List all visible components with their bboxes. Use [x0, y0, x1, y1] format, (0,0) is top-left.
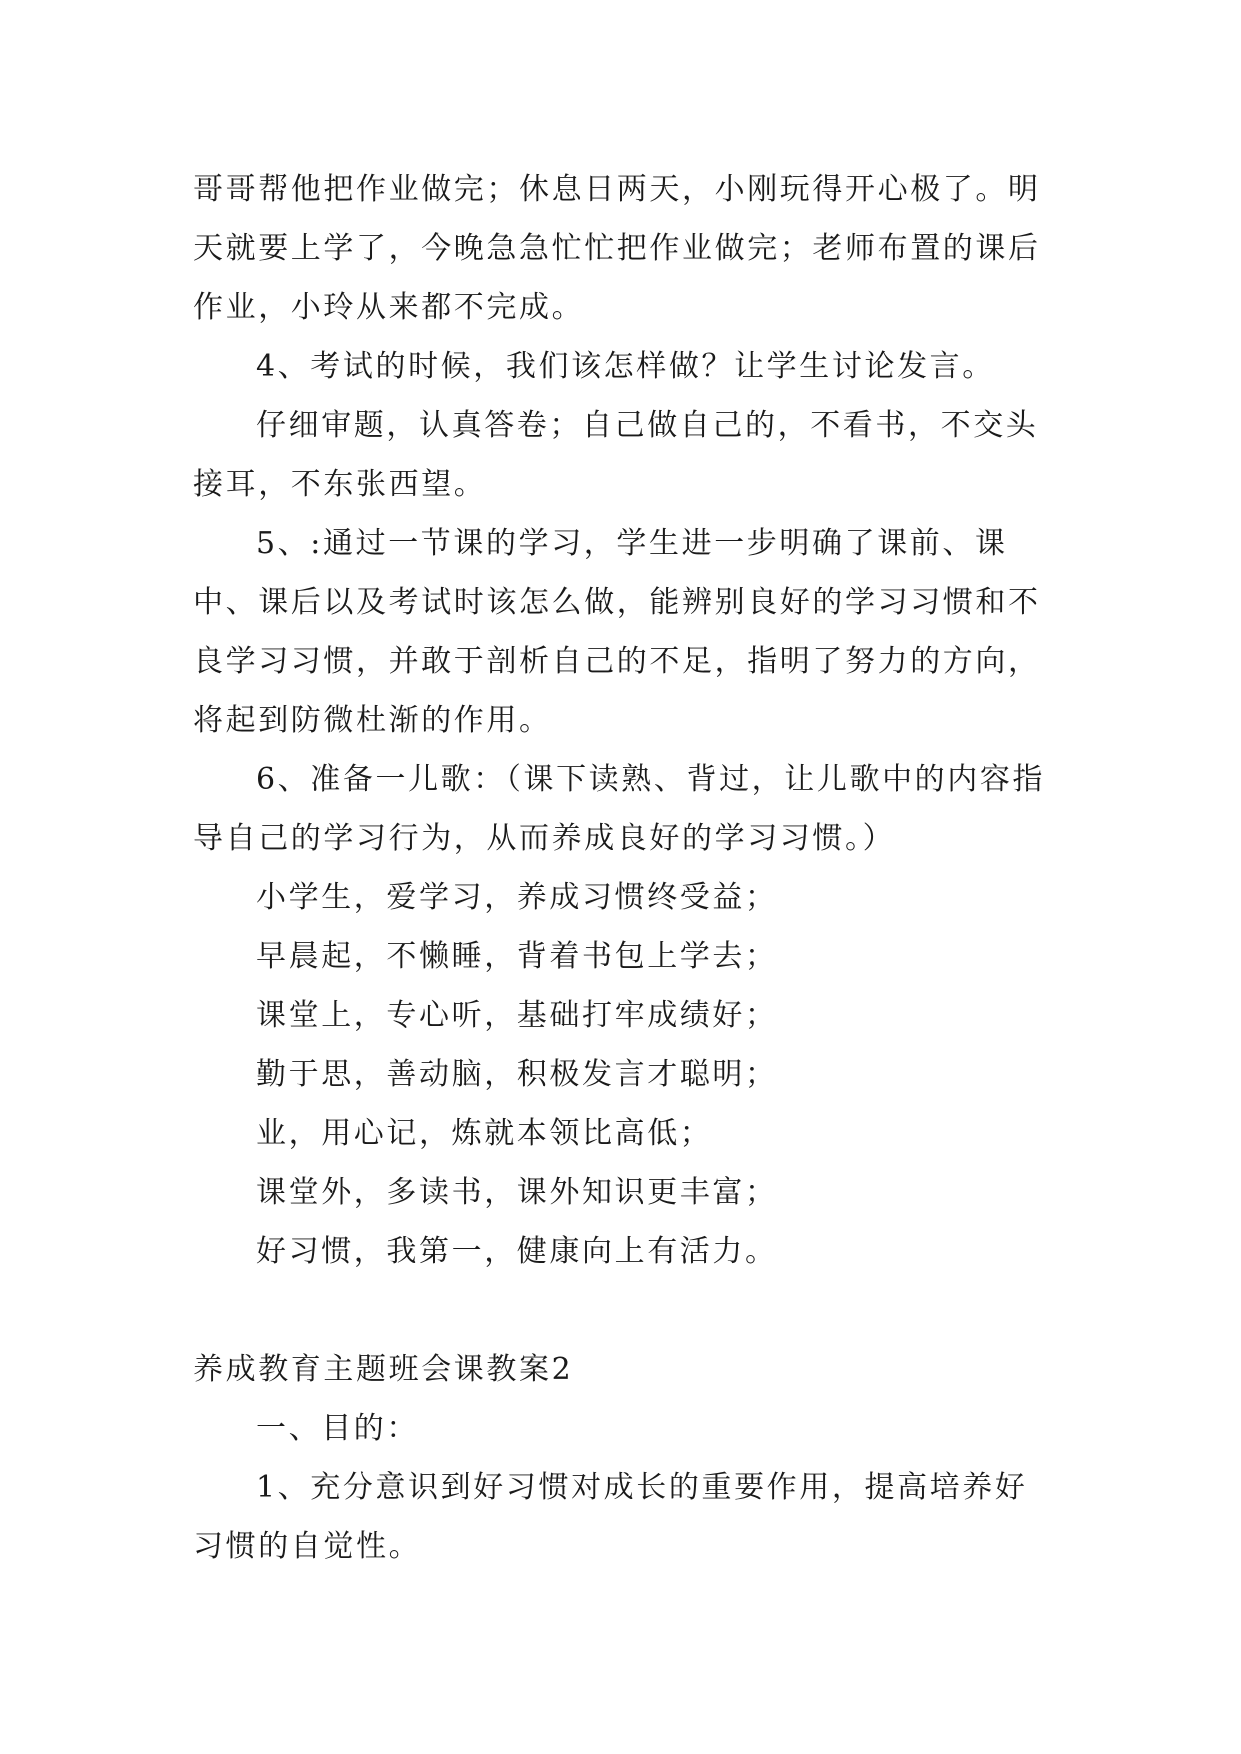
- section-title: 养成教育主题班会课教案2: [193, 1352, 574, 1387]
- paragraph-item-4-answer: 仔细审题，认真答卷；自己做自己的，不看书，不交头接耳，不东张西望。: [193, 408, 1039, 502]
- song-line: 业，用心记，炼就本领比高低；: [256, 1116, 713, 1151]
- paragraph-item-4: 4、考试的时候，我们该怎样做？让学生讨论发言。: [256, 349, 995, 384]
- song-line: 好习惯，我第一，健康向上有活力。: [256, 1234, 778, 1269]
- section-spacer: [193, 1281, 1055, 1340]
- paragraph-goal-1: 1、充分意识到好习惯对成长的重要作用，提高培养好习惯的自觉性。: [193, 1470, 1028, 1564]
- song-line: 早晨起，不懒睡，背着书包上学去；: [256, 939, 778, 974]
- song-line: 课堂外，多读书，课外知识更丰富；: [256, 1175, 778, 1210]
- song-line: 课堂上，专心听，基础打牢成绩好；: [256, 998, 778, 1033]
- paragraph-item-6: 6、准备一儿歌：（课下读熟、背过，让儿歌中的内容指导自己的学习行为，从而养成良好的学习习惯。）: [193, 762, 1046, 856]
- paragraph-item-5: 5、:通过一节课的学习，学生进一步明确了课前、课中、课后以及考试时该怎么做，能辨别良好的学习习惯和不良学习习惯，并敢于剖析自己的不足，指明了努力的方向，将起到防微杜渐的作用。: [193, 526, 1041, 738]
- section-heading: 一、目的：: [256, 1411, 419, 1446]
- song-line: 小学生，爱学习，养成习惯终受益；: [256, 880, 778, 915]
- paragraph-continued: 哥哥帮他把作业做完；休息日两天，小刚玩得开心极了。明天就要上学了，今晚急急忙忙把作业做完；老师布置的课后作业，小玲从来都不完成。: [193, 172, 1041, 325]
- document-page: [193, 160, 1055, 1576]
- song-line: 勤于思，善动脑，积极发言才聪明；: [256, 1057, 778, 1092]
